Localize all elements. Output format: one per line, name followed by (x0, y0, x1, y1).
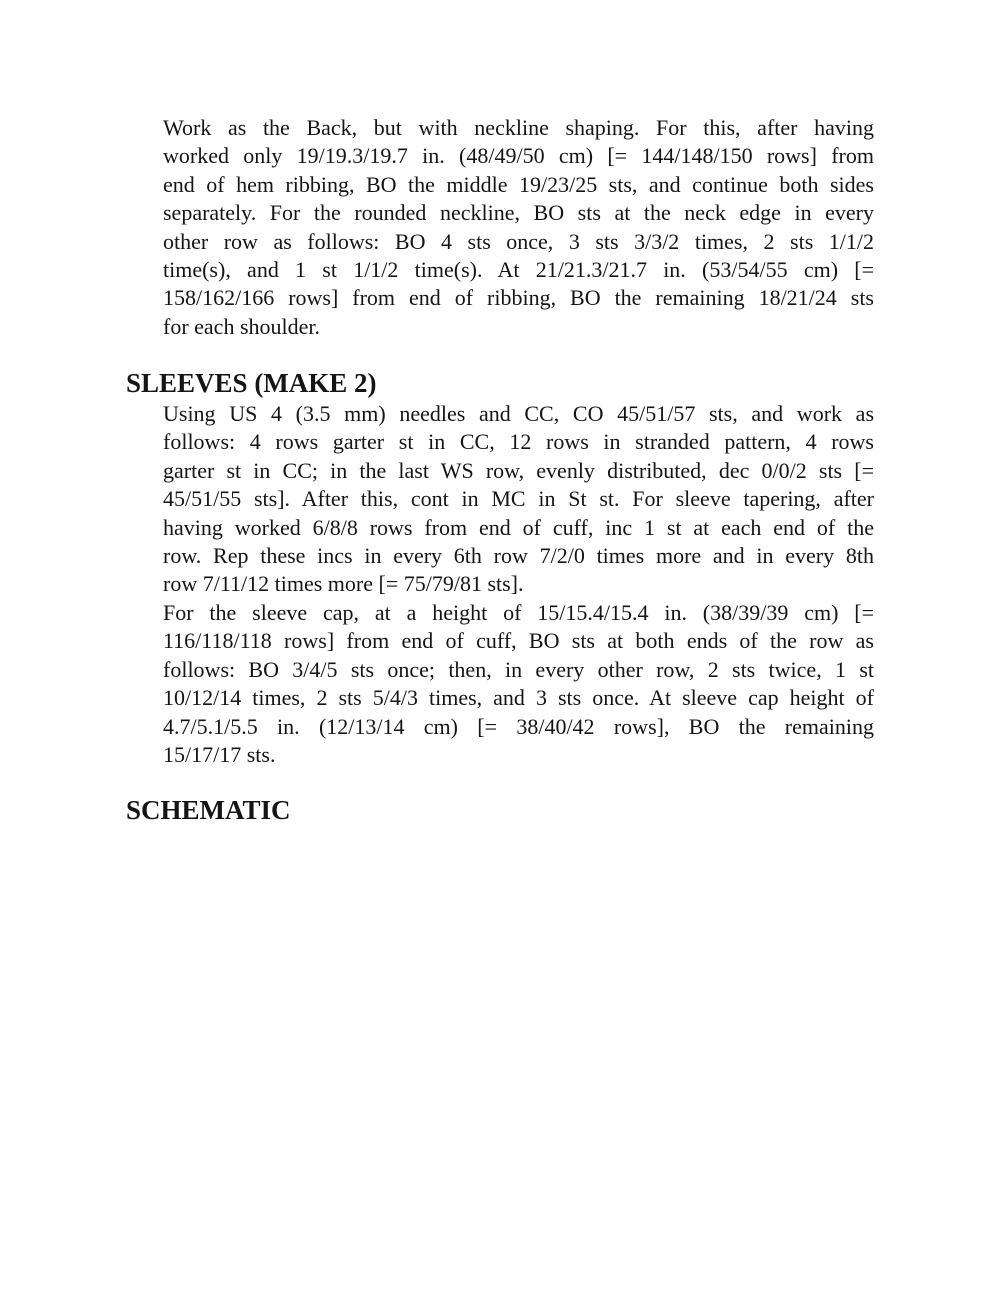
text-line: separately. For the rounded neckline, BO sts at the neck edge in every (163, 200, 874, 226)
sleeves-paragraph-2 (163, 599, 874, 769)
section-heading-schematic: SCHEMATIC (126, 795, 291, 825)
text-line: follows: 4 rows garter st in CC, 12 rows in stranded pattern, 4 rows (163, 429, 874, 455)
section-heading-sleeves: SLEEVES (MAKE 2) (126, 368, 377, 398)
text-line: row 7/11/12 times more [= 75/79/81 sts]. (163, 571, 524, 597)
front-neckline-paragraph (163, 114, 874, 341)
text-line: 4.7/5.1/5.5 in. (12/13/14 cm) [= 38/40/42 rows], BO the remaining (163, 713, 874, 739)
text-line: Using US 4 (3.5 mm) needles and CC, CO 45/51/57 sts, and work as (163, 401, 874, 426)
text-line: other row as follows: BO 4 sts once, 3 sts 3/3/2 times, 2 sts 1/1/2 (163, 228, 874, 254)
text-line: worked only 19/19.3/19.7 in. (48/49/50 cm) [= 144/148/150 rows] from (163, 143, 874, 169)
text-line: Work as the Back, but with neckline shaping. For this, after having (163, 115, 874, 140)
text-line: garter st in CC; in the last WS row, evenly distributed, dec 0/0/2 sts [= (163, 457, 874, 483)
text-line: For the sleeve cap, at a height of 15/15.4/15.4 in. (38/39/39 cm) [= (163, 600, 874, 625)
text-line: row. Rep these incs in every 6th row 7/2/0 times more and in every 8th (163, 543, 874, 569)
text-line: 45/51/55 sts]. After this, cont in MC in St st. For sleeve tapering, after (163, 486, 874, 512)
text-line: 10/12/14 times, 2 sts 5/4/3 times, and 3 sts once. At sleeve cap height of (163, 685, 874, 711)
text-line: end of hem ribbing, BO the middle 19/23/25 sts, and continue both sides (163, 171, 874, 197)
text-line: 15/17/17 sts. (163, 742, 276, 768)
text-line: time(s), and 1 st 1/1/2 time(s). At 21/21.3/21.7 in. (53/54/55 cm) [= (163, 257, 874, 283)
text-line: 116/118/118 rows] from end of cuff, BO sts at both ends of the row as (163, 628, 874, 654)
text-line: 158/162/166 rows] from end of ribbing, BO the remaining 18/21/24 sts (163, 285, 874, 311)
text-line: follows: BO 3/4/5 sts once; then, in every other row, 2 sts twice, 1 st (163, 656, 874, 682)
text-line: for each shoulder. (163, 313, 320, 339)
text-line: having worked 6/8/8 rows from end of cuff, inc 1 st at each end of the (163, 514, 874, 540)
sleeves-paragraph-1 (163, 400, 874, 599)
